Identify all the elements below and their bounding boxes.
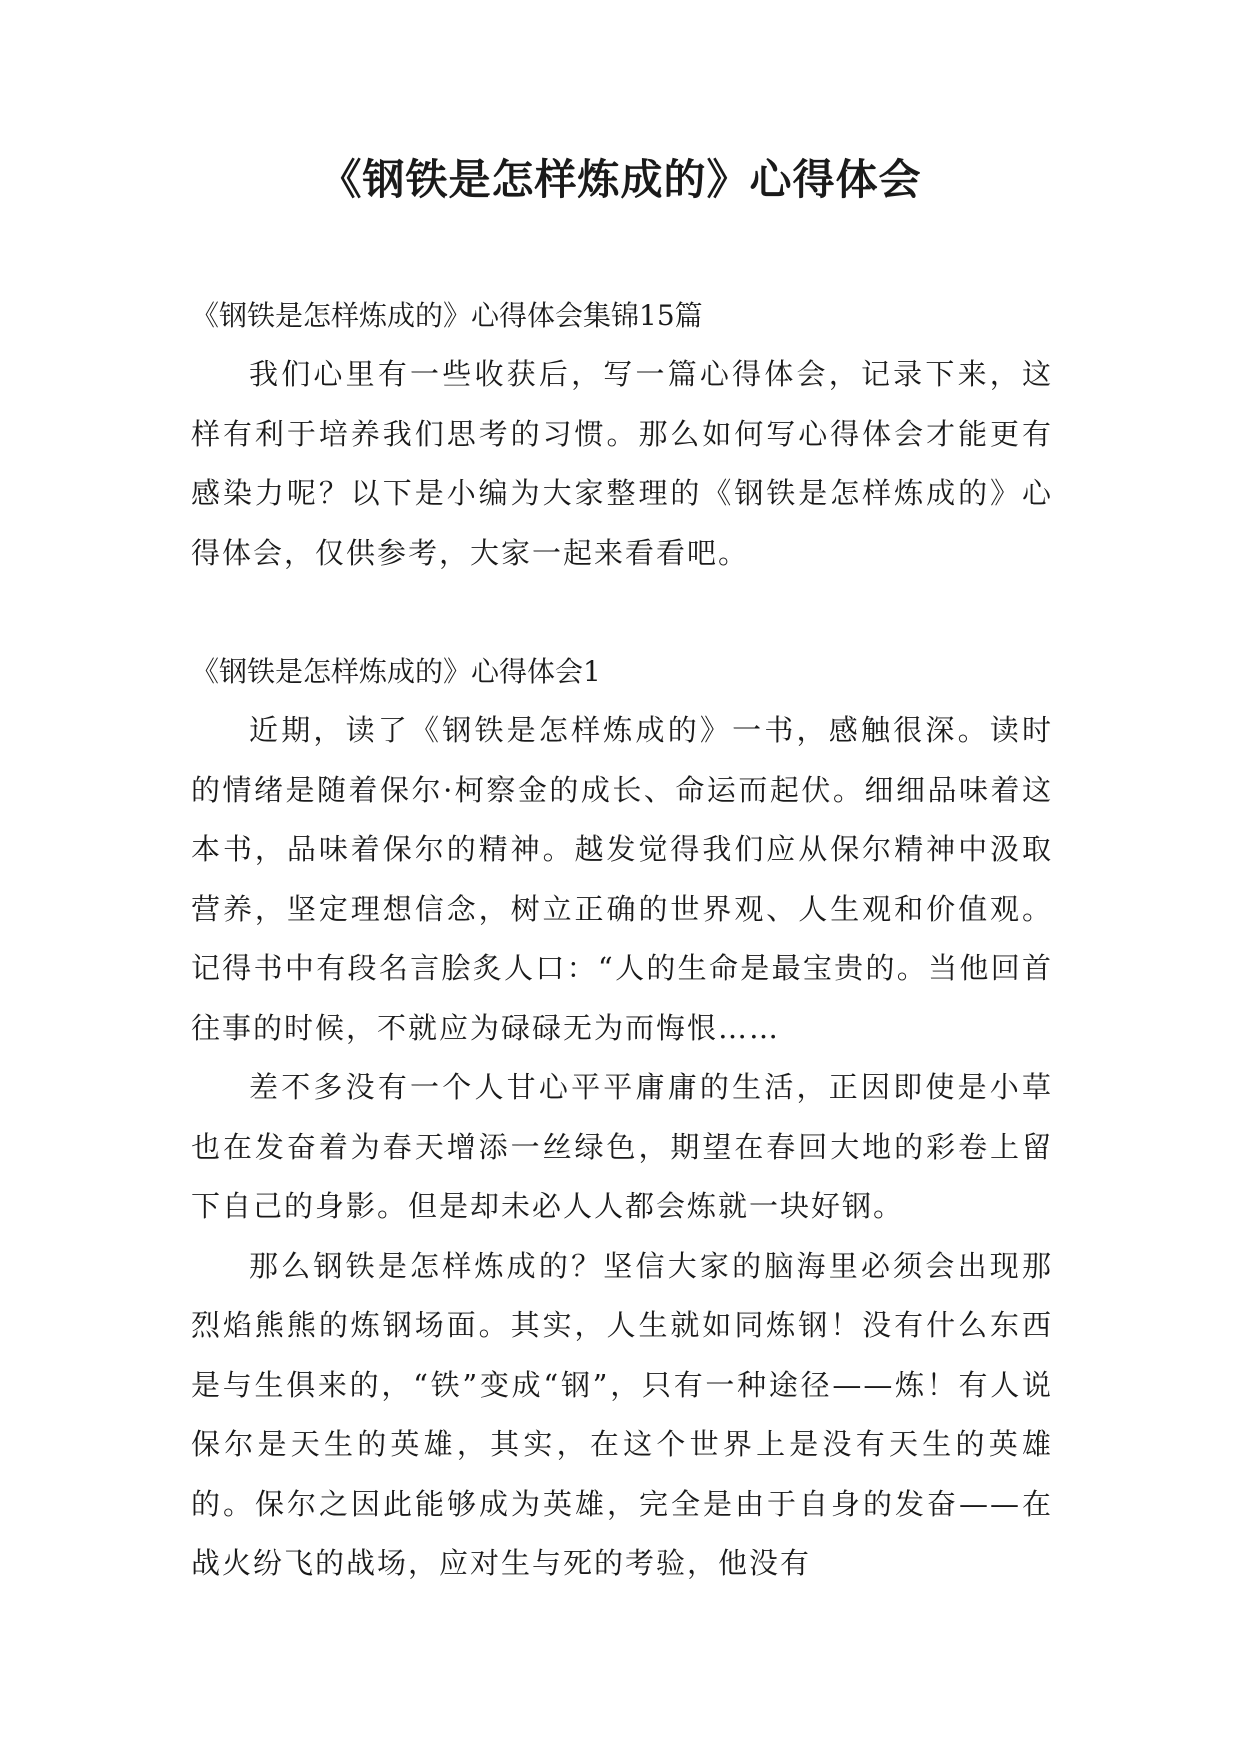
collection-heading: 《钢铁是怎样炼成的》心得体会集锦15篇 [191, 299, 703, 332]
page-title: 《钢铁是怎样炼成的》心得体会 [319, 155, 922, 204]
section-heading: 《钢铁是怎样炼成的》心得体会1 [191, 655, 601, 688]
document-body [191, 286, 1053, 1594]
section-spacer [191, 583, 1053, 642]
body-paragraph: 差不多没有一个人甘心平平庸庸的生活，正因即使是小草也在发奋着为春天增添一丝绿色，期望在春回大地的彩卷上留下自己的身影。但是却未必人人都会炼就一块好钢。 [191, 1070, 1053, 1223]
body-paragraph: 那么钢铁是怎样炼成的？坚信大家的脑海里必须会出现那烈焰熊熊的炼钢场面。其实，人生就如同炼钢！没有什么东西是与生俱来的，“铁”变成“钢”，只有一种途径——炼！有人说保尔是天生的英雄，其实，在这个世界上是没有天生的英雄的。保尔之因此能够成为英雄，完全是由于自身的发奋——在战火纷飞的战场，应对生与死的考验，他没有 [191, 1248, 1053, 1580]
intro-paragraph: 我们心里有一些收获后，写一篇心得体会，记录下来，这样有利于培养我们思考的习惯。那么如何写心得体会才能更有感染力呢？以下是小编为大家整理的《钢铁是怎样炼成的》心得体会，仅供参考，大家一起来看看吧。 [191, 357, 1053, 570]
body-paragraph: 近期，读了《钢铁是怎样炼成的》一书，感触很深。读时的情绪是随着保尔·柯察金的成长、命运而起伏。细细品味着这本书，品味着保尔的精神。越发觉得我们应从保尔精神中汲取营养，坚定理想信念，树立正确的世界观、人生观和价值观。记得书中有段名言脍炙人口：“人的生命是最宝贵的。当他回首往事的时候，不就应为碌碌无为而悔恨…… [191, 713, 1053, 1045]
